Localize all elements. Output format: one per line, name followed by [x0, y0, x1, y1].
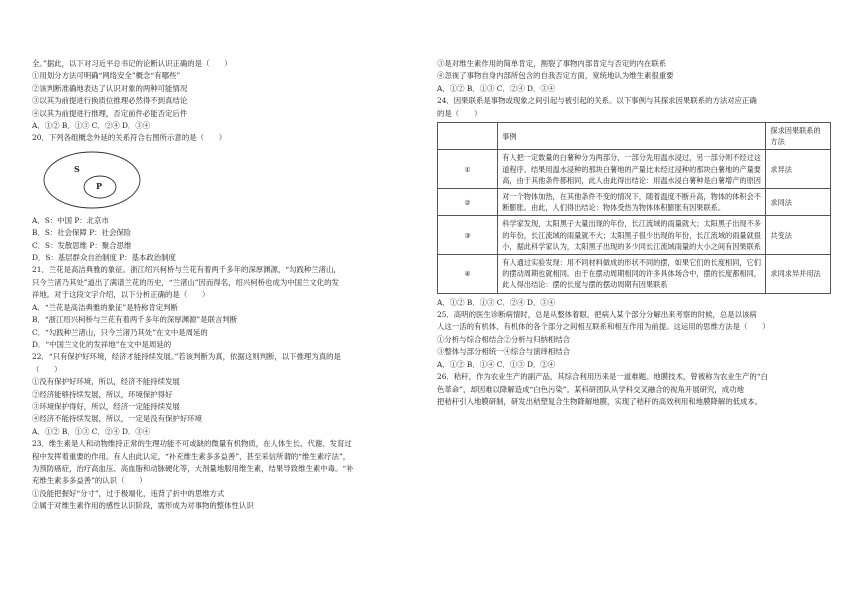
- venn-svg: [40, 149, 150, 211]
- row-number: ②: [438, 189, 498, 216]
- row-case-text: 科学家发现，太阳黑子大量出现的年份，长江流域的雨量就大；太阳黑子出现不多的年份，长江流域的雨量就不大；太阳黑子很少出现的年份，长江流域的雨量就很小，据此科学家认为，太阳黑子出现的多少同长江流域雨量的大小之间有因果联系: [498, 216, 766, 255]
- q25-option-line: ③整体与部分相统一④综合与演绎相结合: [437, 347, 571, 357]
- row-number: ④: [438, 255, 498, 294]
- row-number: ③: [438, 216, 498, 255]
- q25-line: 25．高明的医生诊断病情时，总是从整体着眼，把病人某个部分分解出来考察的时候，总是以该病: [437, 310, 757, 320]
- header-blank-cell: [438, 123, 498, 150]
- q20-stem: 20．下列各组概念外延的关系符合右图所示意的是（ ）: [32, 133, 227, 143]
- row-method: 共变法: [766, 216, 831, 255]
- row-method: 求同法: [766, 189, 831, 216]
- header-method-cell: 探求因果联系的方法: [766, 123, 831, 150]
- table-row: [438, 150, 831, 189]
- q24-line: 的是（ ）: [437, 108, 482, 118]
- q22-option-3: ③环境保护得好，所以，经济一定能持续发展: [32, 401, 180, 411]
- q21-option-d: D．“中国兰文化的发祥地”在文中是周延的: [32, 339, 172, 349]
- q19-option-1: ①用划分方法可明确“网络安全”概念“有哪些”: [32, 71, 181, 81]
- venn-diagram: [40, 149, 150, 211]
- q19-option-3: ③以其为前提进行换质位推理必然得不到真结论: [32, 96, 188, 106]
- outer-ellipse: [44, 152, 140, 208]
- q21-option-c: C．“勾践种兰渚山，只今兰渚乃其处”在文中是周延的: [32, 327, 208, 337]
- q19-option-4: ④以其为前提进行推理，否定前件必能否定后件: [32, 108, 188, 118]
- table-row: [438, 255, 831, 294]
- header-case-cell: 事例: [498, 123, 766, 150]
- q20-option-d: D．S：基层群众自治制度 P：基本政治制度: [32, 253, 176, 263]
- row-method: 求异法: [766, 150, 831, 189]
- q26-line: 色革命”，却因难以降解造成“白色污染”。某科研团队从学科交叉融合的视角开展研究，成功地: [437, 384, 744, 394]
- q25-answers: A．①② B．①④ C．①③ D．②④: [437, 359, 556, 369]
- q20-option-c: C．S：发散思维 P：聚合思维: [32, 240, 132, 250]
- q22-option-4: ④经济不能持续发展，所以，一定是没有保护好环境: [32, 414, 202, 424]
- q23-line: 充维生素多多益善”的认识（ ）: [32, 476, 147, 486]
- row-case-text: 有人把一定数量的白薯种分为两部分，一部分先用温水浸过，另一部分则不经过这道程序。结果用温水浸种的那块白薯地的产量比未经过浸种的那块白薯地的产量要高，由于其他条件都相同，此人由此得出结论：用温水浸白薯种是白薯增产的原因: [498, 150, 766, 189]
- q25-option-line: ①分析与综合相结合②分析与归纳相结合: [437, 334, 571, 344]
- q23-line: 程中发挥着重要的作用。有人由此认定，“补充维生素多多益善”，甚至采信所谓的“维生素疗法”，: [32, 451, 351, 461]
- q23-line: 为预防癌症，治疗高血压、高血脂和动脉硬化等，大剂量地服用维生素，结果导致维生素中毒。“补: [32, 463, 354, 473]
- row-case-text: 有人通过实验发现：用不同材料做成的形状不同的摆，如果它们的长度相同，它们的摆动周期也就相同。由于在摆动周期相同的许多具体场合中，摆的长度都相同，此人得出结论：摆的长度与摆的摆动周期有因果联系: [498, 255, 766, 294]
- left-column: [32, 58, 424, 513]
- q21-option-a: A．“兰花是高洁典雅的象征”是特称肯定判断: [32, 302, 178, 312]
- q22-line: 22．“只有保护好环境，经济才能持续发展。”若该判断为真，依据这则判断，以下推理为真的是: [32, 352, 341, 362]
- q26-line: 26．秸秆，作为农业生产的副产品，其综合利用历来是一道难题。地膜技术，曾被称为农业生产的“白: [437, 372, 768, 382]
- inner-label: P: [96, 180, 103, 191]
- q21-line: 只今兰渚乃其处”道出了满谱兰花的历史，“兰渚山”因而得名，绍兴柯桥也成为中国兰文化的发: [32, 277, 339, 287]
- q19-option-2: ②该判断准确地表达了认识对象的两种可能情况: [32, 83, 188, 93]
- q21-line: 21．兰花是高洁典雅的象征。浙江绍兴柯桥与兰花有着两千多年的深厚渊源，“勾践种兰渚山，: [32, 265, 341, 275]
- q22-option-2: ②经济能够持续发展，所以，环境保护得好: [32, 389, 173, 399]
- row-number: ①: [438, 150, 498, 189]
- q23-line: 23．维生素是人和动物维持正常的生理功能不可或缺的微量有机物质，在人体生长、代谢、发育过: [32, 439, 352, 449]
- q19-tail-line: 全。”据此，以下对习近平总书记的论断认识正确的是（ ）: [32, 59, 232, 68]
- q25-line: 人这一活的有机体、有机体的各个部分之间相互联系和相互作用为前提。这运用的思维方法是（ ）: [437, 322, 770, 332]
- q21-option-b: B．“浙江绍兴柯桥与兰花有着两千多年的深厚渊源”是联言判断: [32, 315, 238, 325]
- q24-line: 24．因果联系是事物或现象之间引起与被引起的关系。以下事例与其探求因果联系的方法对应正确: [437, 96, 757, 106]
- q26-line: 把秸秆引入地膜研制，研发出秸塑复合生物降解地膜，实现了秸秆的高效利用和地膜降解的低成本。: [437, 396, 763, 406]
- q22-answers: A．①② B．①③ C．②④ D．③④: [32, 426, 151, 436]
- q20-option-b: B．S：社会保障 P：社会保险: [32, 228, 132, 238]
- row-case-text: 对一个物体加热，在其他条件不变的情况下，随着温度不断升高，物体的体积会不断膨胀。由此，人们得出结论：物体受热为物体体积膨胀有因果联系。: [498, 189, 766, 216]
- q23-option-1: ①没能把握好“分寸”，过于极端化，违背了折中的思维方式: [32, 488, 225, 498]
- row-method: 求同求异并用法: [766, 255, 831, 294]
- q22-option-1: ①没有保护好环境，所以，经济不能持续发展: [32, 377, 180, 387]
- q23-option-2: ②属于对维生素作用的感性认识阶段，需形成为对事物的整体性认识: [32, 501, 254, 511]
- table-header-row: [438, 123, 831, 150]
- table-row: [438, 189, 831, 216]
- q23-answers: A．①② B．①③ C．②④ D．③④: [437, 83, 556, 93]
- q24-answers: A．①② B．①③ C．②④ D．③④: [437, 297, 556, 307]
- causal-methods-table: [437, 122, 831, 294]
- q22-line: （ ）: [32, 364, 62, 374]
- right-column: [437, 58, 829, 408]
- q20-option-a: A．S：中国 P：北京市: [32, 215, 109, 225]
- q23-option-3: ③是对维生素作用的简单肯定，割裂了事物内部肯定与否定的内在联系: [437, 59, 667, 68]
- q21-line: 祥地。对于这段文字介绍，以下分析正确的是（ ）: [32, 290, 210, 300]
- outer-label: S: [74, 163, 80, 174]
- q19-answers: A．①② B．①③ C．②④ D．③④: [32, 121, 151, 131]
- q23-option-4: ④忽视了事物自身内部所包含的自我否定方面，宽统地认为维生素很重要: [437, 71, 674, 81]
- table-row: [438, 216, 831, 255]
